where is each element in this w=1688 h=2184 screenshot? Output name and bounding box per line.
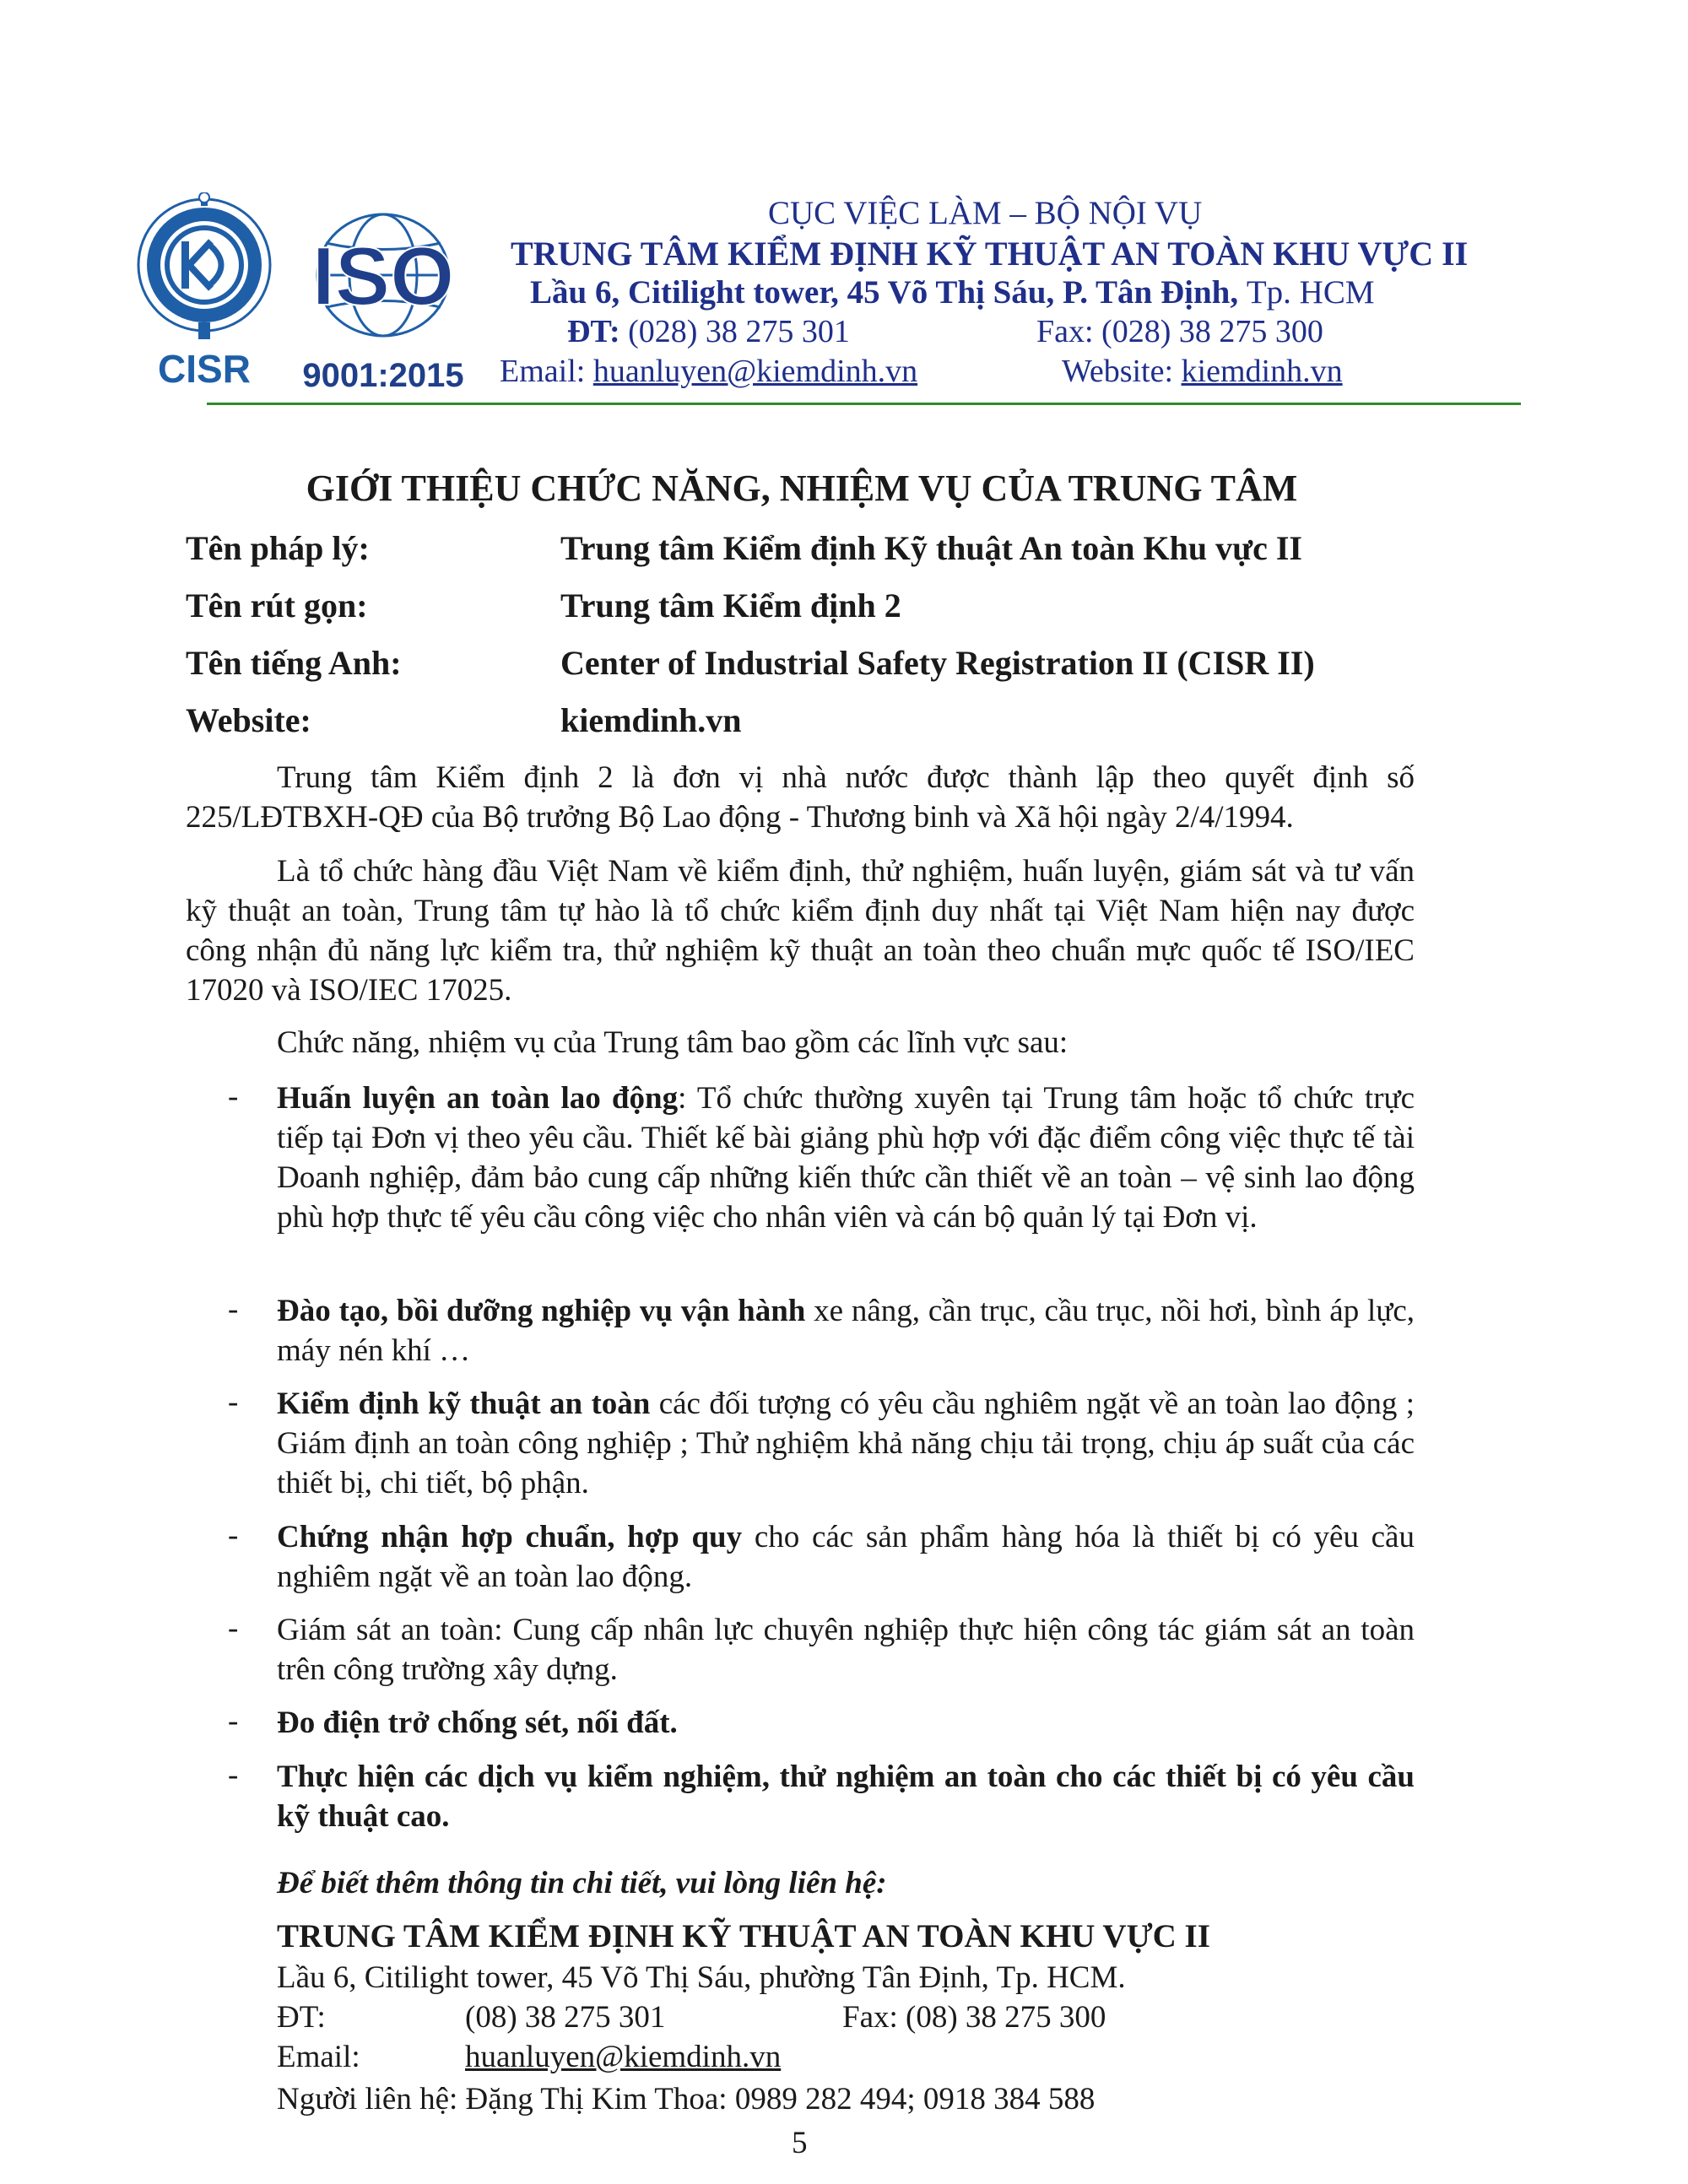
contact-email-link[interactable]: huanluyen@kiemdinh.vn xyxy=(465,2040,782,2074)
info-label-english-name: Tên tiếng Anh: xyxy=(186,644,402,682)
header-address-city: Tp. HCM xyxy=(1246,274,1375,311)
page-number: 5 xyxy=(792,2126,808,2160)
header-phone xyxy=(567,313,850,350)
info-value-website: kiemdinh.vn xyxy=(560,701,742,739)
paragraph-functions-intro: Chức năng, nhiệm vụ của Trung tâm bao gồm các lĩnh vực sau: xyxy=(277,1025,1069,1060)
function-item-bold: Chứng nhận hợp chuẩn, hợp quy xyxy=(277,1520,743,1554)
bullet-marker: - xyxy=(228,1292,239,1327)
function-item-bold: Huấn luyện an toàn lao động xyxy=(277,1081,679,1116)
function-item-text: : Tổ chức thường xuyên tại Trung tâm hoặc tổ chức trực tiếp tại Đơn vị theo yêu cầu. Thiết kế bài giảng phù hợp với đặc điểm công việc thực tế tài Doanh nghiệp, đảm bảo cung cấp những kiến thức cần thiết về an toàn – vệ sinh lao động phù hợp thực tế yêu cầu công việc cho nhân viên và cán bộ quản lý tại Đơn vị. xyxy=(277,1081,1415,1235)
bullet-marker: - xyxy=(228,1079,239,1114)
paragraph-founding xyxy=(186,758,1415,837)
function-item xyxy=(277,1757,1415,1836)
cisr-logo-text: CISR xyxy=(158,347,251,391)
function-item xyxy=(277,1078,1415,1237)
function-item xyxy=(277,1517,1415,1597)
info-label-short-name: Tên rút gọn: xyxy=(186,587,368,624)
function-item-bold: Đào tạo, bồi dưỡng nghiệp vụ vận hành xyxy=(277,1294,806,1328)
header-divider xyxy=(207,403,1521,405)
contact-person: Người liên hệ: Đặng Thị Kim Thoa: 0989 282 494; 0918 384 588 xyxy=(277,2082,1096,2116)
header-website-link[interactable]: kiemdinh.vn xyxy=(1181,354,1343,389)
iso-logo-text: ISO xyxy=(311,230,455,322)
info-value-short-name: Trung tâm Kiểm định 2 xyxy=(560,587,901,624)
function-item-text: xe nâng, cần trục, cầu trục, nồi hơi, bình áp lực, máy nén khí … xyxy=(277,1294,1415,1368)
header-email-label: Email: xyxy=(500,354,586,389)
header-email xyxy=(500,353,917,390)
bullet-marker: - xyxy=(228,1385,239,1419)
paragraph-about xyxy=(186,851,1415,1010)
bullet-marker: - xyxy=(228,1758,239,1792)
function-item xyxy=(277,1384,1415,1503)
header-email-link[interactable]: huanluyen@kiemdinh.vn xyxy=(592,354,918,389)
function-item xyxy=(277,1291,1415,1370)
info-label-legal-name: Tên pháp lý: xyxy=(186,529,370,567)
function-item xyxy=(277,1703,1415,1743)
iso-logo-number: 9001:2015 xyxy=(302,357,464,394)
iso-logo xyxy=(289,209,473,395)
function-item-text: cho các sản phẩm hàng hóa là thiết bị có yêu cầu nghiêm ngặt về an toàn lao động. xyxy=(277,1520,1415,1594)
header-address-street: Lầu 6, Citilight tower, 45 Võ Thị Sáu, P. Tân Định, xyxy=(530,274,1239,311)
header-phone-number: (028) 38 275 301 xyxy=(628,314,850,349)
header-website-label: Website: xyxy=(1062,354,1174,389)
contact-intro: Để biết thêm thông tin chi tiết, vui lòng liên hệ: xyxy=(277,1866,887,1900)
info-label-website: Website: xyxy=(186,701,311,739)
cisr-logo xyxy=(135,192,274,391)
function-item xyxy=(277,1610,1415,1689)
header-phone-label: ĐT: xyxy=(567,314,620,349)
function-item-text: Giám sát an toàn: Cung cấp nhân lực chuyên nghiệp thực hiện công tác giám sát an toàn trên công trường xây dựng. xyxy=(277,1613,1415,1687)
paragraph-founding-text: Trung tâm Kiểm định 2 là đơn vị nhà nước được thành lập theo quyết định số 225/LĐTBXH-QĐ của Bộ trưởng Bộ Lao động - Thương binh và Xã hội ngày 2/4/1994. xyxy=(186,760,1415,835)
info-value-legal-name: Trung tâm Kiểm định Kỹ thuật An toàn Khu vực II xyxy=(560,529,1302,567)
contact-phone: (08) 38 275 301 xyxy=(465,2000,666,2035)
function-item-bold: Kiểm định kỹ thuật an toàn xyxy=(277,1387,651,1421)
paragraph-about-text: Là tổ chức hàng đầu Việt Nam về kiểm định, thử nghiệm, huấn luyện, giám sát và tư vấn kỹ thuật an toàn, Trung tâm tự hào là tổ chức kiểm định duy nhất tại Việt Nam hiện nay được công nhận đủ năng lực kiểm tra, thử nghiệm kỹ thuật an toàn theo chuẩn mực quốc tế ISO/IEC 17020 và ISO/IEC 17025. xyxy=(186,854,1415,1008)
function-item-bold: Đo điện trở chống sét, nối đất. xyxy=(277,1706,678,1740)
header-center-name: TRUNG TÂM KIỂM ĐỊNH KỸ THUẬT AN TOÀN KHU VỰC II xyxy=(511,235,1469,273)
function-item-text: các đối tượng có yêu cầu nghiêm ngặt về an toàn lao động ; Giám định an toàn công nghiệp ; Thử nghiệm khả năng chịu tải trọng, chịu áp suất của các thiết bị, chi tiết, bộ phận. xyxy=(277,1387,1415,1500)
contact-address: Lầu 6, Citilight tower, 45 Võ Thị Sáu, phường Tân Định, Tp. HCM. xyxy=(277,1960,1126,1995)
function-item-bold: Thực hiện các dịch vụ kiểm nghiệm, thử nghiệm an toàn cho các thiết bị có yêu cầu kỹ thuật cao. xyxy=(277,1760,1415,1834)
document-title: GIỚI THIỆU CHỨC NĂNG, NHIỆM VỤ CỦA TRUNG TÂM xyxy=(306,468,1298,509)
bullet-marker: - xyxy=(228,1704,239,1738)
header-dept: CỤC VIỆC LÀM – BỘ NỘI VỤ xyxy=(768,195,1203,231)
header-fax: Fax: (028) 38 275 300 xyxy=(1036,314,1323,349)
contact-email-label: Email: xyxy=(277,2040,360,2074)
contact-phone-label: ĐT: xyxy=(277,2000,326,2035)
contact-fax: Fax: (08) 38 275 300 xyxy=(842,2000,1106,2035)
contact-center-name: TRUNG TÂM KIỂM ĐỊNH KỸ THUẬT AN TOÀN KHU VỰC II xyxy=(277,1918,1210,1954)
header-address xyxy=(530,273,1375,311)
info-value-english-name: Center of Industrial Safety Registration II (CISR II) xyxy=(560,644,1315,682)
header-website xyxy=(1062,353,1343,390)
bullet-marker: - xyxy=(228,1611,239,1646)
bullet-marker: - xyxy=(228,1518,239,1553)
